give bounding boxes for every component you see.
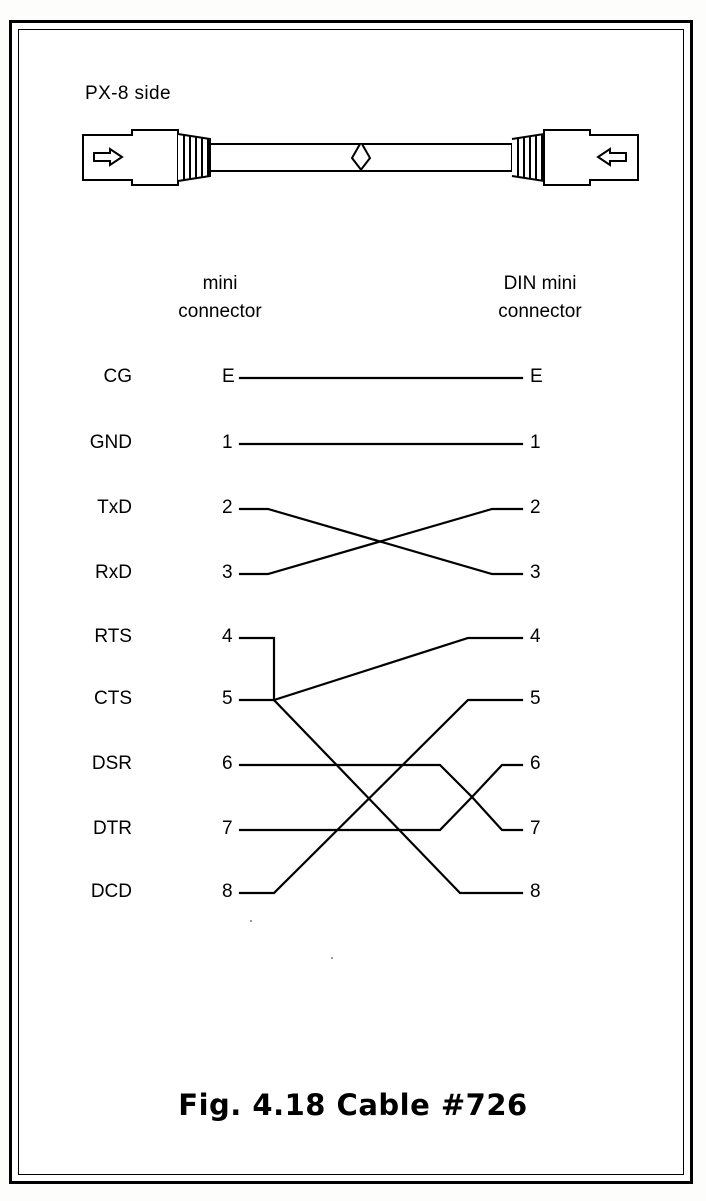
right-pin-cg: E: [530, 366, 543, 387]
right-pin-rxd: 3: [530, 562, 541, 583]
right-pin-dcd: 8: [530, 881, 541, 902]
signal-label-rts: RTS: [94, 626, 132, 647]
wiring-diagram: [60, 260, 620, 940]
signal-label-dsr: DSR: [91, 753, 132, 774]
wire-dsr: [240, 765, 522, 830]
left-pin-rxd: 3: [222, 562, 233, 583]
right-pin-gnd: 1: [530, 432, 541, 453]
signal-label-rxd: RxD: [95, 562, 132, 583]
right-connector-header-line2: connector: [498, 301, 582, 322]
signal-label-txd: TxD: [97, 497, 132, 518]
cable-illustration: [60, 125, 660, 205]
wire-dcd: [240, 700, 522, 893]
signal-label-cts: CTS: [94, 688, 132, 709]
left-pin-dcd: 8: [222, 881, 233, 902]
page-speck: [250, 920, 252, 922]
right-pin-rts: 4: [530, 626, 541, 647]
page-speck: [331, 957, 333, 959]
left-pin-gnd: 1: [222, 432, 233, 453]
left-pin-dsr: 6: [222, 753, 233, 774]
signal-label-dcd: DCD: [90, 881, 132, 902]
wire-dtr: [240, 765, 522, 830]
wire-rxd: [240, 509, 522, 574]
right-pin-txd: 2: [530, 497, 541, 518]
left-pin-txd: 2: [222, 497, 233, 518]
left-pin-cts: 5: [222, 688, 233, 709]
wire-dsr-3: [240, 765, 522, 830]
signal-label-cg: CG: [103, 366, 132, 387]
figure-caption: Fig. 4.18 Cable #726: [178, 1088, 528, 1122]
left-pin-cg: E: [222, 366, 235, 387]
wire-cts: [274, 638, 522, 700]
right-pin-dsr: 6: [530, 753, 541, 774]
signal-label-gnd: GND: [89, 432, 132, 453]
left-connector-header-line2: connector: [178, 301, 262, 322]
wire-cts-helper: [240, 638, 522, 700]
left-connector-header-line1: mini: [202, 273, 238, 294]
wire-dsr-2: [240, 765, 522, 830]
left-pin-dtr: 7: [222, 818, 233, 839]
right-pin-dtr: 7: [530, 818, 541, 839]
left-pin-rts: 4: [222, 626, 233, 647]
right-connector-header-line1: DIN mini: [503, 273, 577, 294]
signal-label-dtr: DTR: [92, 818, 132, 839]
px8-side-label: PX-8 side: [85, 83, 171, 104]
right-pin-cts: 5: [530, 688, 541, 709]
wire-dsr-line: [240, 765, 522, 830]
